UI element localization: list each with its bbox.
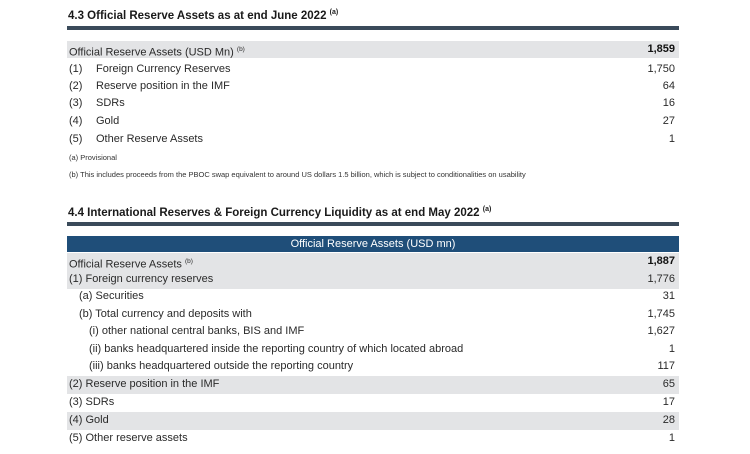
row-number: (1) (69, 63, 83, 75)
section2-row (67, 288, 679, 306)
row-label: Gold (96, 115, 120, 127)
section1-header-row (67, 41, 679, 58)
section2-row (67, 271, 679, 289)
row-value: 1 (668, 343, 675, 355)
row-label: (4) Gold (69, 414, 109, 426)
row-number: (5) (69, 133, 83, 145)
section1-header-value: 1,859 (647, 43, 675, 55)
row-value: 27 (662, 115, 675, 127)
section2-row (67, 306, 679, 324)
section2-header-bar: Official Reserve Assets (USD mn) (67, 236, 679, 252)
section1-row (67, 78, 679, 95)
section2-row (67, 376, 679, 394)
section1-row (67, 131, 679, 148)
section2-row (67, 358, 679, 376)
row-value: 17 (662, 396, 675, 408)
section2-title-text: 4.4 International Reserves & Foreign Currency Liquidity as at end May 2022 (68, 206, 480, 219)
section2-row (67, 394, 679, 412)
row-value: 1 (668, 432, 675, 444)
row-value: 1,627 (647, 325, 675, 337)
row-value: 64 (662, 80, 675, 92)
row-label: (ii) banks headquartered inside the reporting country of which located abroad (89, 343, 464, 355)
section1-header-label (69, 41, 245, 62)
row-value: 31 (662, 290, 675, 302)
section2-header-note: (b) (184, 258, 193, 265)
section2-title (68, 206, 491, 219)
row-value: 117 (657, 360, 675, 372)
section2-header-label-text: Official Reserve Assets (69, 258, 182, 271)
section1-title-text: 4.3 Official Reserve Assets as at end June 2022 (68, 9, 327, 22)
row-label: (i) other national central banks, BIS and IMF (89, 325, 305, 337)
row-number: (4) (69, 115, 83, 127)
section1-title-note: (a) (329, 9, 339, 16)
section2-row (67, 412, 679, 430)
row-number: (3) (69, 97, 83, 109)
section1-row (67, 61, 679, 78)
row-label: (a) Securities (79, 290, 144, 302)
row-label: (1) Foreign currency reserves (69, 273, 214, 285)
row-value: 65 (662, 378, 675, 390)
row-label: (3) SDRs (69, 396, 115, 408)
section2-row (67, 341, 679, 359)
footnote-provisional: (a) Provisional (69, 153, 117, 162)
row-value: 1 (668, 133, 675, 145)
row-label: (iii) banks headquartered outside the reporting country (89, 360, 354, 372)
row-value: 28 (662, 414, 675, 426)
section2-rule (67, 222, 679, 226)
footnote-pboc-swap: (b) This includes proceeds from the PBOC swap equivalent to around US dollars 1.5 billion, which is subject to conditionalities on usability (69, 170, 526, 179)
row-label: Foreign Currency Reserves (96, 63, 231, 75)
section2-header-value: 1,887 (647, 255, 675, 267)
row-value: 1,750 (647, 63, 675, 75)
row-value: 1,745 (647, 308, 675, 320)
section1-rule (67, 26, 679, 30)
row-label: (b) Total currency and deposits with (79, 308, 252, 320)
row-value: 1,776 (647, 273, 675, 285)
row-label: Reserve position in the IMF (96, 80, 230, 92)
row-label: (2) Reserve position in the IMF (69, 378, 220, 390)
section1-header-label-text: Official Reserve Assets (USD Mn) (69, 46, 234, 59)
row-label: (5) Other reserve assets (69, 432, 188, 444)
section1-header-note: (b) (236, 46, 245, 53)
row-number: (2) (69, 80, 83, 92)
section2-title-note: (a) (482, 206, 492, 213)
row-value: 16 (662, 97, 675, 109)
section1-row (67, 113, 679, 130)
section2-header-row (67, 253, 679, 271)
row-label: SDRs (96, 97, 125, 109)
section1-row (67, 95, 679, 112)
section2-row (67, 323, 679, 341)
section1-title (68, 9, 338, 22)
row-label: Other Reserve Assets (96, 133, 203, 145)
section2-row (67, 430, 679, 448)
